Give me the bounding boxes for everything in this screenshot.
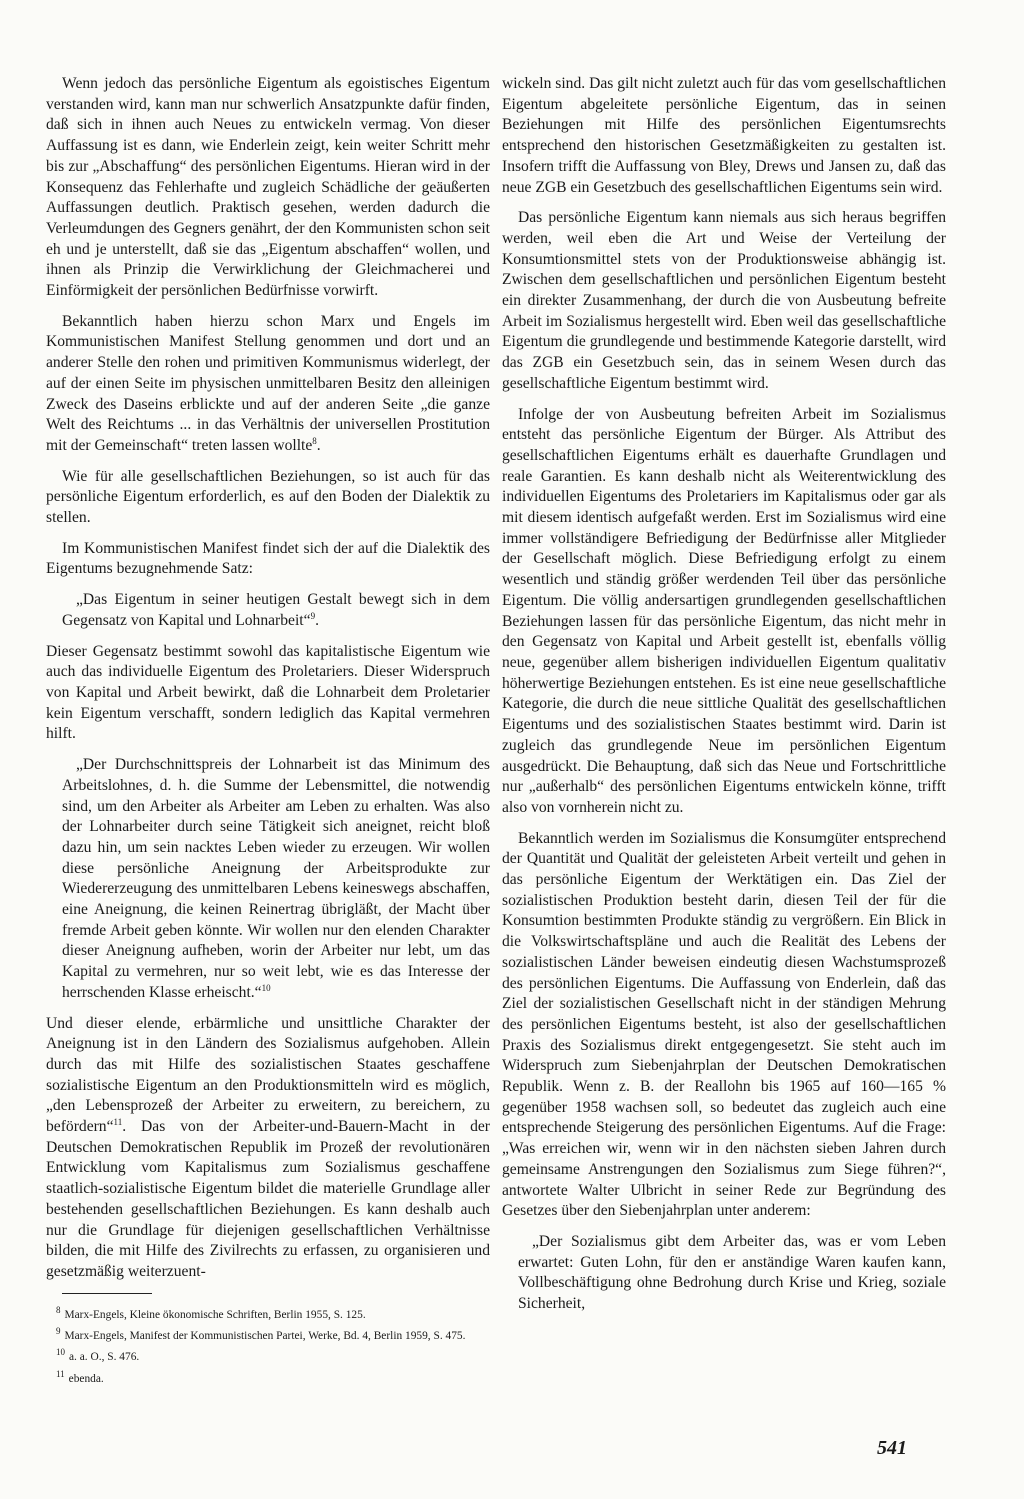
page-number: 541 — [877, 1437, 907, 1459]
paragraph — [46, 1014, 490, 1283]
footnote — [56, 1304, 490, 1322]
footnote-ref: 8 — [312, 435, 317, 446]
paragraph-end: . — [316, 436, 321, 454]
paragraph-text: Bekanntlich haben hierzu schon Marx und Engels im Kommunistischen Manifest Stellung genommen und dort und an anderer Stelle den rohen und primitiven Kommunismus widerlegt, der auf der einen Seite im physischen unmittelbaren Besitz den alleinigen Zweck des Daseins erblickte und auf der anderen Seite „die ganze Welt des Reichtums ... in das Verhältnis der universellen Prostitution mit der Gemeinschaft“ treten lassen wollte — [46, 312, 490, 454]
paragraph: Wenn jedoch das persönliche Eigentum als egoistisches Eigentum verstanden wird, kann man nur schwerlich Ansatzpunkte dafür finden, daß sich in ihnen auch Neues zu entwickeln vermag. Von dieser Auffassung ist es dann, wie Enderlein zeigt, kein weiter Schritt mehr bis zur „Abschaffung“ des persönlichen Eigentums. Hieran wird in der Konsequenz das Fehlerhafte und zugleich Schädliche der geäußerten Auffassungen deutlich. Praktisch gesehen, werden dadurch die Verleumdungen des Gegners genährt, der den Kommunisten schon seit eh und je unterstellt, daß sie das „Eigentum abschaffen“ wollen, und ihnen als Prinzip die Verwirklichung der Gleichmacherei und Einförmigkeit der persönlichen Bedürfnisse vorwirft. — [46, 75, 490, 300]
paragraph: Wie für alle gesellschaftlichen Beziehungen, so ist auch für das persönliche Eigentum erforderlich, es auf den Boden der Dialektik zu stellen. — [46, 467, 490, 527]
footnote-number: 9 — [56, 1326, 61, 1337]
right-column — [502, 74, 946, 1325]
quotation-text: „Der Durchschnittspreis der Lohnarbeit ist das Minimum des Arbeitslohnes, d. h. die Summe der Lebensmittel, die notwendig sind, um den Arbeiter als Arbeiter am Leben zu erhalten. Was also der Lohnarbeiter durch seine Tätigkeit sich aneignet, reicht bloß dazu hin, um sein nacktes Leben wieder zu erzeugen. Wir wollen diese persönliche Aneignung der Arbeitsprodukte zur Wiedererzeugung des unmittelbaren Lebens keineswegs abschaffen, eine Aneignung, die keinen Reinertrag übrigläßt, der Macht über fremde Arbeit geben könnte. Wir wollen nur den elenden Charakter dieser Aneignung aufheben, worin der Arbeiter nur lebt, um das Kapital zu vermehren, nur so weit lebt, wie es das Interesse der herrschenden Klasse erheischt.“ — [62, 756, 490, 1001]
footnote-number: 10 — [56, 1347, 65, 1358]
footnote-text: a. a. O., S. 476. — [69, 1351, 140, 1364]
footnote-text: ebenda. — [68, 1372, 104, 1385]
paragraph: Im Kommunistischen Manifest findet sich der auf die Dialektik des Eigentums bezugnehmende Satz: — [46, 539, 490, 578]
paragraph: Infolge der von Ausbeutung befreiten Arbeit im Sozialismus entsteht das persönliche Eigentum der Bürger. Als Attribut des gesellschaftlichen Eigentums erhält es dauerhafte Grundlagen und reale Garantien. Es kann deshalb nicht als Weiterentwicklung des individuellen Eigentums des Proletariers im Kapitalismus oder gar als mit diesem identisch aufgefaßt werden. Erst im Sozialismus wird eine immer vollständigere Befriedigung der Bedürfnisse aller Mitglieder der Gesellschaft möglich. Diese Befriedigung erfolgt zu einem wesentlich und ständig größer werdenden Teil über das persönliche Eigentum. Die völlig andersartigen grundlegenden gesellschaftlichen Beziehungen lassen für das persönliche Eigentum, das nicht mehr in den Gegensatz von Kapital und Arbeit gestellt ist, ebenfalls völlig neue, gegenüber allem bisherigen individuellen Eigentum qualitativ höherwertige Beziehungen entstehen. Es ist eine neue gesellschaftliche Kategorie, die durch die neue sittliche Qualität des gesellschaftlichen Eigentums und des sozialistischen Staates bestimmt wird. Darin ist zugleich das grundlegende Neue im persönlichen Eigentum ausgedrückt. Die Behauptung, daß sich das Neue und Fortschrittliche nur „außerhalb“ des persönlichen Eigentums entwickeln könne, trifft also von vornherein nicht zu. — [502, 405, 946, 816]
quotation — [62, 755, 490, 1003]
footnote — [56, 1346, 490, 1364]
footnote — [56, 1325, 490, 1343]
footnote-divider — [62, 1293, 152, 1294]
footnotes — [46, 1304, 490, 1387]
footnote-text: Marx-Engels, Manifest der Kommunistischen Partei, Werke, Bd. 4, Berlin 1959, S. 475. — [64, 1329, 466, 1342]
paragraph: Bekanntlich werden im Sozialismus die Konsumgüter entsprechend der Quantität und Qualität der geleisteten Arbeit verteilt und gehen in das persönliche Eigentum der Werktätigen ein. Das Ziel der sozialistischen Produktion besteht darin, diesen Teil der für die Konsumtion bestimmten Produkte ständig zu vergrößern. Ein Blick in die Volkswirtschaftspläne und auch die Realität des Lebens der sozialistischen Länder beweisen eindeutig diesen Wachstumsprozeß des persönlichen Eigentums. Die Auffassung von Enderlein, daß das Ziel der sozialistischen Gesellschaft nicht in der ständigen Mehrung des persönlichen Eigentums besteht, ist also der gesellschaftlichen Praxis des Sozialismus direkt entgegengesetzt. Sie steht auch im Widerspruch zum Siebenjahrplan der Deutschen Demokratischen Republik. Wenn z. B. der Reallohn bis 1965 auf 160—165 % gegenüber 1958 wachsen soll, so bedeutet das zugleich auch eine entsprechende Steigerung des persönlichen Eigentums. Auf die Frage: „Was erreichen wir, wenn wir in den nächsten sieben Jahren durch gemeinsame Anstrengungen den Sozialismus zum Siege führen?“, antwortete Walter Ulbricht in seiner Rede zur Begründung des Gesetzes über den Siebenjahrplan unter anderem: — [502, 829, 946, 1220]
paragraph-text: Und dieser elende, erbärmliche und unsittliche Charakter der Aneignung ist in den Ländern des Sozialismus aufgehoben. Allein durch das mit Hilfe des sozialistischen Staates geschaffene sozialistische Eigentum an den Produktionsmitteln wird es möglich, „den Lebensprozeß der Arbeiter zu erweitern, zu bereichern, zu befördern“ — [46, 1014, 490, 1136]
footnote-ref: 10 — [261, 982, 271, 993]
footnote-ref: 11 — [113, 1116, 123, 1127]
paragraph-text-rest: . Das von der Arbeiter-und-Bauern-Macht in der Deutschen Demokratischen Republik im Prozeß der revolutionären Entwicklung vom Kapitalismus zum Sozialismus geschaffene staatlich-sozialistische Eigentum bildet die materielle Grundlage aller bestehenden gesellschaftlichen Beziehungen. Es kann deshalb auch nur die Grundlage für diejenigen gesellschaftlichen Verhältnisse bilden, die mit Hilfe des Zivilrechts zu erfassen, zu organisieren und gesetzmäßig weiterzuent- — [46, 1118, 490, 1280]
footnote-ref: 9 — [310, 610, 316, 621]
paragraph: Das persönliche Eigentum kann niemals aus sich heraus begriffen werden, weil eben die Art und Weise der Verteilung der Konsumtionsmittel stets von der Produktionsweise abhängig ist. Zwischen dem gesellschaftlichen und persönlichen Eigentum besteht ein direkter Zusammenhang, der durch die von Ausbeutung befreite Arbeit im Sozialismus hergestellt wird. Eben weil das gesellschaftliche Eigentum die grundlegende und bestimmende Kategorie darstellt, wird das ZGB ein Gesetzbuch sein, das in seinem Wesen durch das gesellschaftliche Eigentum bestimmt wird. — [502, 209, 946, 392]
footnote-number: 11 — [56, 1368, 65, 1379]
quotation: „Der Sozialismus gibt dem Arbeiter das, was er vom Leben erwartet: Guten Lohn, für den er anständige Waren kaufen kann, Vollbeschäftigung ohne Bedrohung durch Krise und Krieg, soziale Sicherheit, — [518, 1232, 946, 1313]
quotation-text: „Das Eigentum in seiner heutigen Gestalt bewegt sich in dem Gegensatz von Kapital und Lohnarbeit“ — [62, 591, 490, 629]
paragraph: Dieser Gegensatz bestimmt sowohl das kapitalistische Eigentum wie auch das individuelle Eigentum des Proletariers. Dieser Widerspruch von Kapital und Arbeit bewirkt, daß die Lohnarbeit dem Proletarier kein Eigentum verschafft, sondern lediglich das Kapital vermehren hilft. — [46, 642, 490, 743]
paragraph: wickeln sind. Das gilt nicht zuletzt auch für das vom gesellschaftlichen Eigentum abgeleitete persönliche Eigentum, das in seinen Beziehungen mit Hilfe des persönlichen Eigentumsrechts entsprechend den historischen Gesetzmäßigkeiten zu gestalten ist. Insofern trifft die Auffassung von Bley, Drews und Jansen zu, daß das neue ZGB ein Gesetzbuch des gesellschaftlichen Eigentums sein wird. — [502, 75, 946, 196]
footnote-number: 8 — [56, 1304, 61, 1315]
quotation — [62, 590, 490, 631]
left-column — [46, 74, 490, 1389]
paragraph — [46, 312, 490, 457]
quotation-end: . — [315, 611, 319, 629]
footnote — [56, 1368, 490, 1386]
footnote-text: Marx-Engels, Kleine ökonomische Schriften, Berlin 1955, S. 125. — [64, 1308, 366, 1321]
